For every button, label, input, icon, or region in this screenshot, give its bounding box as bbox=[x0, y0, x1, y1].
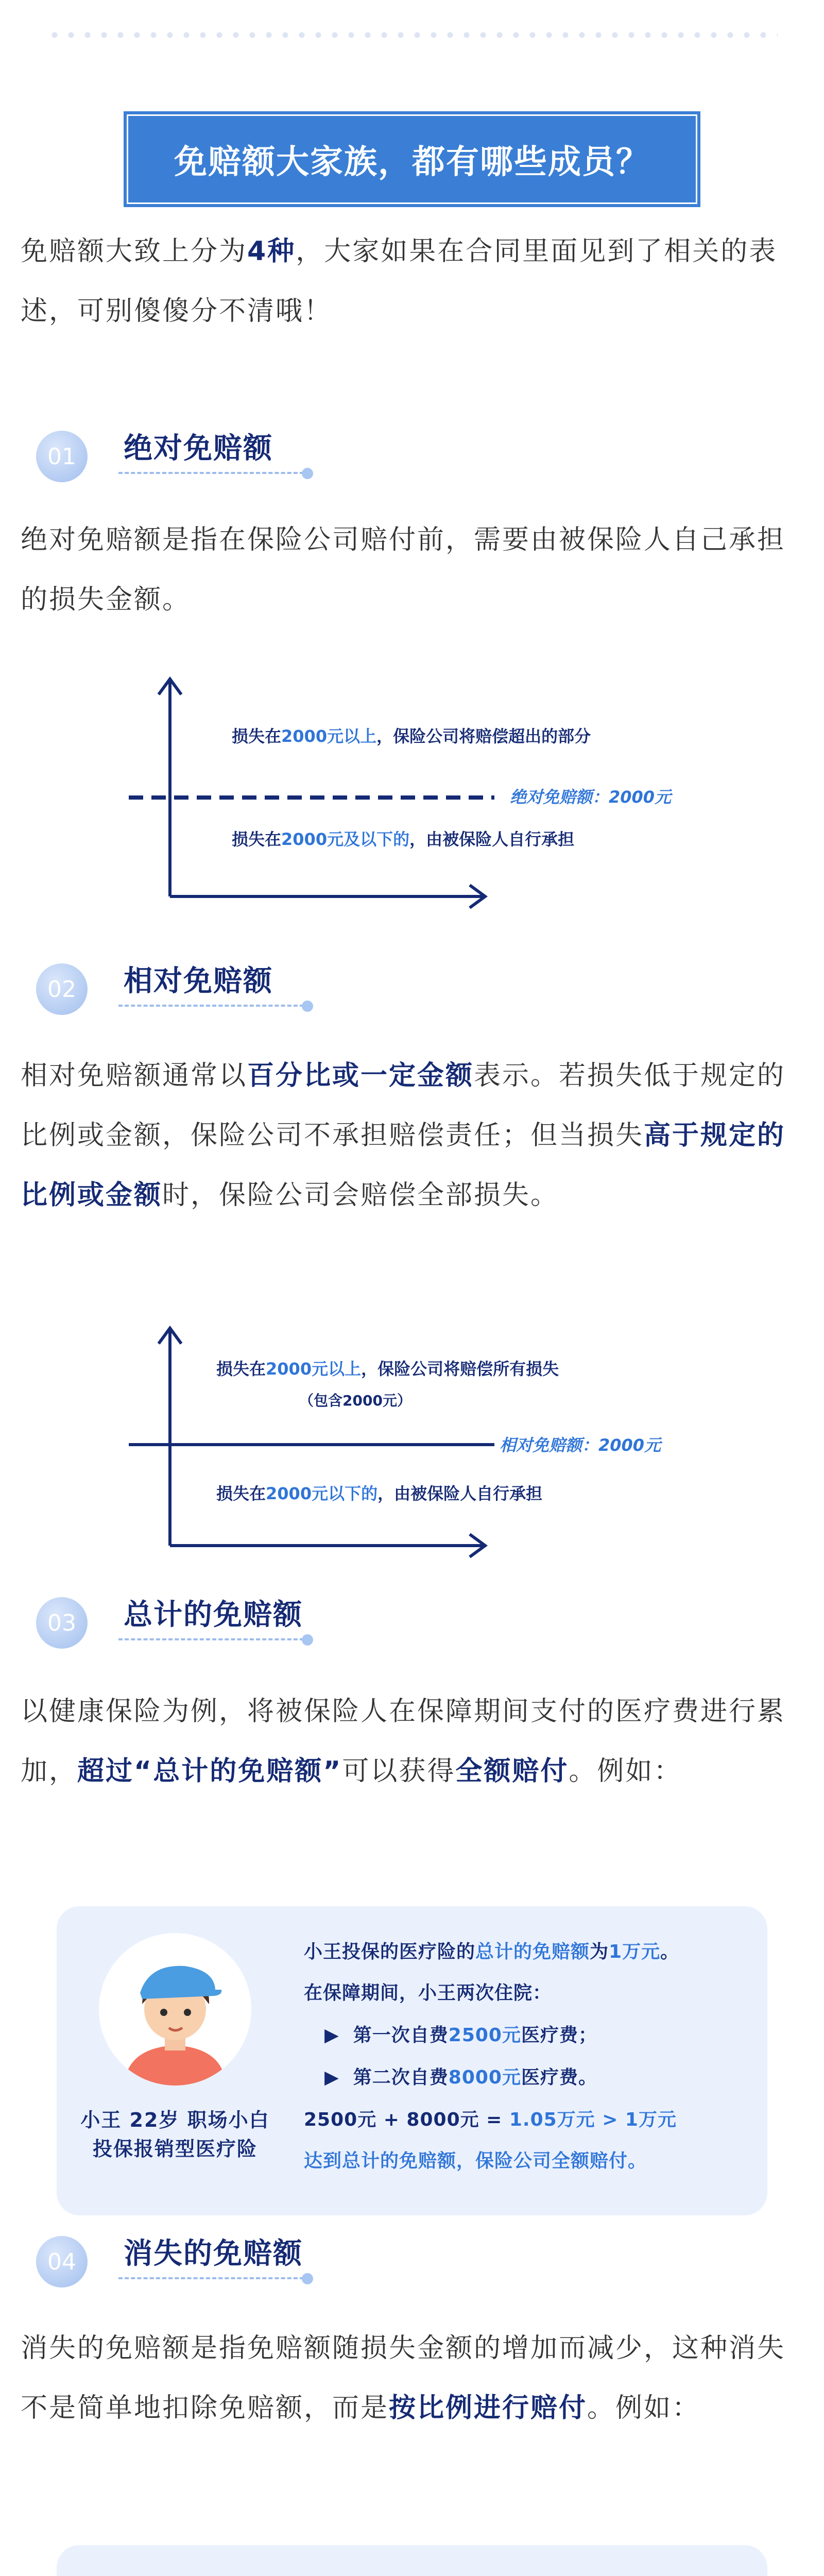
persona-line-1: 小王 22岁 职场小白 bbox=[80, 2109, 270, 2131]
intro-paragraph: 免赔额大致上分为4种，大家如果在合同里面见到了相关的表述，可别傻傻分不清哦！ bbox=[21, 236, 778, 327]
section-header-01 bbox=[36, 426, 397, 482]
section-number: 04 bbox=[36, 2236, 88, 2287]
section-number: 03 bbox=[36, 1597, 88, 1649]
upper-label: 损失在2000元以上，保险公司将赔偿超出的部分 bbox=[232, 726, 591, 746]
section-title: 消失的免赔额 bbox=[124, 2237, 303, 2270]
example-card-total-deductible bbox=[57, 1906, 767, 2215]
absolute-deductible-diagram bbox=[103, 670, 772, 917]
section-02-paragraph: 相对免赔额通常以百分比或一定金额表示。若损失低于规定的比例或金额，保险公司不承担赔偿责任；但当损失高于规定的比例或金额时，保险公司会赔偿全部损失。 bbox=[21, 1060, 786, 1211]
underline-dot bbox=[302, 2273, 313, 2284]
deductible-label: 相对免赔额：2000元 bbox=[500, 1435, 661, 1455]
bullet-triangle-icon: ▶ bbox=[324, 2025, 339, 2046]
section-number: 02 bbox=[36, 963, 88, 1015]
dashed-underline bbox=[118, 1638, 304, 1640]
section-title: 绝对免赔额 bbox=[124, 432, 273, 465]
underline-dot bbox=[302, 1634, 313, 1646]
section-header-03 bbox=[36, 1592, 397, 1649]
example-card-disappearing-deductible bbox=[57, 2545, 767, 2576]
section-01-paragraph: 绝对免赔额是指在保险公司赔付前，需要由被保险人自己承担的损失金额。 bbox=[21, 524, 786, 615]
section-header-04 bbox=[36, 2231, 397, 2287]
banner-title: 免赔额大家族，都有哪些成员？ bbox=[127, 114, 697, 204]
relative-deductible-diagram bbox=[103, 1319, 772, 1566]
section-title: 总计的免赔额 bbox=[124, 1598, 303, 1632]
upper-label: 损失在2000元以上，保险公司将赔偿所有损失 bbox=[216, 1359, 559, 1379]
bullet-triangle-icon: ▶ bbox=[324, 2067, 339, 2088]
persona-line-2: 投保报销型医疗险 bbox=[92, 2138, 258, 2160]
card-line: ▶ 第一次自费2500元医疗费； bbox=[324, 2025, 597, 2046]
card-line: ▶ 第二次自费8000元医疗费。 bbox=[324, 2067, 597, 2088]
section-header-02 bbox=[36, 958, 397, 1015]
section-04-paragraph: 消失的免赔额是指免赔额随损失金额的增加而减少，这种消失不是简单地扣除免赔额，而是按比例进行赔付。例如： bbox=[21, 2333, 786, 2424]
lower-label: 损失在2000元及以下的，由被保险人自行承担 bbox=[232, 829, 575, 849]
deductible-label: 绝对免赔额：2000元 bbox=[510, 787, 672, 807]
section-title: 相对免赔额 bbox=[124, 964, 273, 998]
dashed-underline bbox=[118, 2277, 304, 2279]
section-03-paragraph: 以健康保险为例，将被保险人在保障期间支付的医疗费进行累加，超过“总计的免赔额”可以获得全额赔付。例如： bbox=[21, 1696, 786, 1787]
dashed-underline bbox=[118, 1005, 304, 1007]
card-line: 小王投保的医疗险的总计的免赔额为1万元。 bbox=[304, 1941, 680, 1962]
dashed-underline bbox=[118, 472, 304, 474]
card-line: 在保障期间，小王两次住院： bbox=[304, 1982, 552, 2004]
underline-dot bbox=[302, 1001, 313, 1012]
section-banner bbox=[124, 111, 700, 207]
card-line: 2500元 + 8000元 = 1.05万元 > 1万元 bbox=[304, 2109, 677, 2130]
avatar bbox=[93, 1932, 258, 2092]
underline-dot bbox=[302, 468, 313, 479]
upper-sublabel: （包含2000元） bbox=[299, 1392, 411, 1409]
card-line: 达到总计的免赔额，保险公司全额赔付。 bbox=[304, 2150, 647, 2172]
top-divider bbox=[46, 31, 778, 39]
section-number: 01 bbox=[36, 431, 88, 482]
lower-label: 损失在2000元以下的，由被保险人自行承担 bbox=[216, 1484, 543, 1503]
